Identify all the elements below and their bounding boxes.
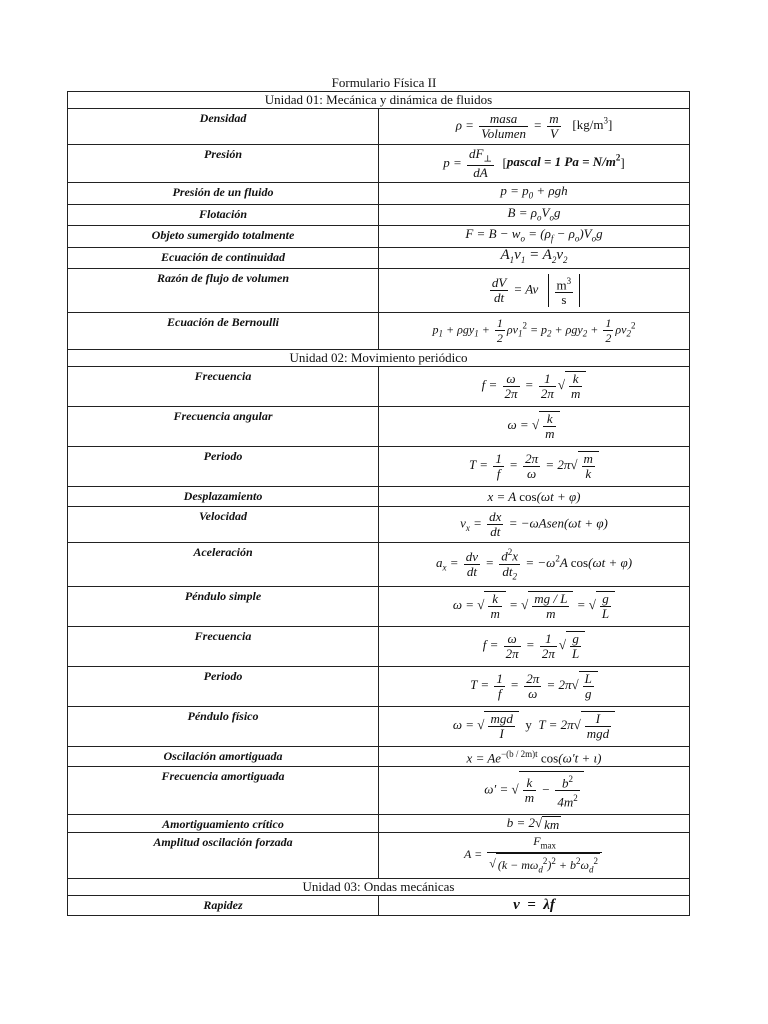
formula-label: Velocidad xyxy=(68,506,379,542)
table-row xyxy=(68,542,690,586)
formula-cell: ω = √ $\frac{k}{m}$ xyxy=(379,406,690,446)
table-row xyxy=(68,666,690,706)
section-row xyxy=(68,878,690,895)
formula-label: Ecuación de continuidad xyxy=(68,247,379,268)
table-row xyxy=(68,366,690,406)
page-title: Formulario Física II xyxy=(331,75,437,90)
formula-cell: ρ = $\frac{\text{masa}}{\text{Volumen}}$ = $\frac{m}{V}$ $[kg/m^3]$ xyxy=(379,109,690,145)
formula-cell: f = $\frac{\omega}{2\pi}$ = $\frac{1}{2\pi}$ √ $\frac{g}{L}$ xyxy=(379,626,690,666)
table-row xyxy=(68,109,690,145)
table-row xyxy=(68,247,690,268)
table-row xyxy=(68,204,690,226)
table-row xyxy=(68,626,690,666)
formula-label: Rapidez xyxy=(68,895,379,915)
formula-cell: ω = √ $\frac{k}{m}$ = √ $\frac{mg / L}{m}$ = √ $\frac{g}{L}$ xyxy=(379,586,690,626)
table-row xyxy=(68,766,690,814)
formula-cell: $A_1v_1 = A_2v_2$ xyxy=(379,247,690,268)
formula-label: Razón de flujo de volumen xyxy=(68,268,379,312)
table-row xyxy=(68,832,690,878)
formula-label: Objeto sumergido totalmente xyxy=(68,226,379,248)
table-row xyxy=(68,486,690,506)
formula-label: Densidad xyxy=(68,109,379,145)
formula-cell: p = $\frac{dF_\perp}{dA}$ [pascal = 1 $Pa = N/m^2$] xyxy=(379,145,690,183)
formula-cell: $\frac{dV}{dt}$ = Av $\frac{m^3}{s}$ xyxy=(379,268,690,312)
formula-cell: b = 2√ km xyxy=(379,814,690,832)
section-heading: Unidad 02: Movimiento periódico xyxy=(68,349,690,366)
formula-label: Aceleración xyxy=(68,542,379,586)
formula-cell: $F = B - w_o = (\rho_f - \rho_o)V_og$ xyxy=(379,226,690,248)
table-row xyxy=(68,268,690,312)
table-row xyxy=(68,706,690,746)
formula-label: Presión xyxy=(68,145,379,183)
formula-cell: $v_x$ = $\frac{dx}{dt}$ = −ωAsen(ωt + φ) xyxy=(379,506,690,542)
formula-label: Péndulo físico xyxy=(68,706,379,746)
formula-label: Amplitud oscilación forzada xyxy=(68,832,379,878)
table-row xyxy=(68,746,690,766)
section-heading: Unidad 01: Mecánica y dinámica de fluidos xyxy=(68,92,690,109)
table-row xyxy=(68,895,690,915)
formula-table xyxy=(67,91,690,916)
formula-cell: $p_1 + \rho gy_1$ + $\frac{1}{2}$ $\rho v_1^2 = p_2 + \rho gy_2$ + $\frac{1}{2}$ $\rho v_2^2$ xyxy=(379,312,690,349)
formula-label: Flotación xyxy=(68,204,379,226)
formula-cell: T = $\frac{1}{f}$ = $\frac{2\pi}{\omega}$ = 2π√ $\frac{m}{k}$ xyxy=(379,446,690,486)
formula-label: Amortiguamiento crítico xyxy=(68,814,379,832)
formula-label: Presión de un fluido xyxy=(68,183,379,205)
formula-label: Periodo xyxy=(68,666,379,706)
formula-cell: $a_x$ = $\frac{dv}{dt}$ = $\frac{d^2x}{dt_2}$ = $-\omega^2A$ cos(ωt + φ) xyxy=(379,542,690,586)
section-row xyxy=(68,92,690,109)
table-row xyxy=(68,446,690,486)
formula-cell: v = λf xyxy=(379,895,690,915)
table-row xyxy=(68,145,690,183)
formula-cell: T = $\frac{1}{f}$ = $\frac{2\pi}{\omega}$ = 2π√ $\frac{L}{g}$ xyxy=(379,666,690,706)
formula-label: Periodo xyxy=(68,446,379,486)
table-row xyxy=(68,226,690,248)
formula-cell: A = $\frac{F_{max}}{√ (k - m\omega_d^2)^2 + b^2\omega_d^2}$ xyxy=(379,832,690,878)
formula-cell: x = A cos(ωt + φ) xyxy=(379,486,690,506)
formula-label: Ecuación de Bernoulli xyxy=(68,312,379,349)
table-row xyxy=(68,312,690,349)
formula-cell: $B = \rho_oV_og$ xyxy=(379,204,690,226)
formula-label: Frecuencia xyxy=(68,626,379,666)
formula-label: Desplazamiento xyxy=(68,486,379,506)
formula-label: Péndulo simple xyxy=(68,586,379,626)
formula-cell: f = $\frac{\omega}{2\pi}$ = $\frac{1}{2\pi}$ √ $\frac{k}{m}$ xyxy=(379,366,690,406)
formula-cell: ω = √ $\frac{\text{mgd}}{I}$ y T = 2π√ $\frac{I}{\text{mgd}}$ xyxy=(379,706,690,746)
formula-cell: $p = p_0 + \rho gh$ xyxy=(379,183,690,205)
formula-label: Frecuencia xyxy=(68,366,379,406)
table-row xyxy=(68,506,690,542)
formula-cell: ω′ = √ $\frac{k}{m}$ − $\frac{b^2}{4m^2}$ xyxy=(379,766,690,814)
table-row xyxy=(68,183,690,205)
formula-cell: $x = Ae^{-(b / 2m)t}$ cos(ω′t + ι) xyxy=(379,746,690,766)
table-row xyxy=(68,586,690,626)
formula-label: Frecuencia angular xyxy=(68,406,379,446)
section-heading: Unidad 03: Ondas mecánicas xyxy=(68,878,690,895)
table-row xyxy=(68,814,690,832)
formula-label: Frecuencia amortiguada xyxy=(68,766,379,814)
table-row xyxy=(68,406,690,446)
formula-label: Oscilación amortiguada xyxy=(68,746,379,766)
section-row xyxy=(68,349,690,366)
